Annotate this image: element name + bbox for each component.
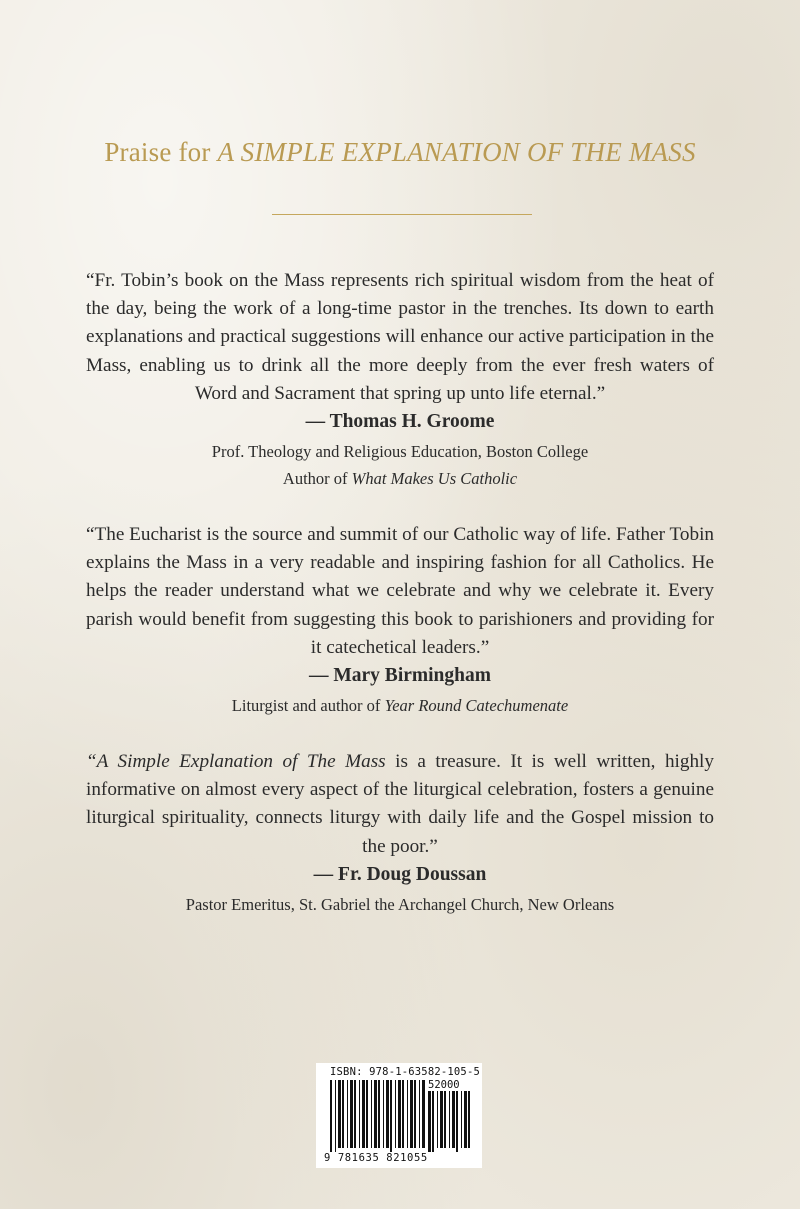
barcode-bar [468,1091,470,1148]
barcode-bar [449,1091,450,1148]
barcode-bar [374,1080,377,1148]
barcode-bar [410,1080,413,1148]
quote-groome [86,267,714,492]
quote-author: — Thomas H. Groome [305,411,495,433]
barcode-bar [432,1091,434,1152]
heading-divider [272,214,532,215]
barcode-bar [407,1080,408,1148]
barcode-bar [398,1080,401,1148]
price-code-label: 52000 [428,1079,460,1091]
praise-heading [0,137,800,168]
barcode-bar [440,1091,443,1148]
barcode-bar [444,1091,446,1148]
book-title: A SIMPLE EXPLANATION OF THE MASS [217,137,696,167]
quote-text: “Fr. Tobin’s book on the Mass represents rich spiritual wisdom from the heat of the day, being the work of a long-time pastor in the trenches. Its down to earth explanations and practical suggestions will enhance our active participation in the Mass, enabling us to drink all the more deeply from the ever fresh waters of Word and Sacrament that spring up unto life eternal.” [86,270,714,404]
quote-author: — Fr. Doug Doussan [313,863,487,885]
barcode-bar [419,1080,420,1148]
barcode-bar [383,1080,384,1148]
barcode-bar [350,1080,353,1148]
quoted-book-title: “A Simple Explanation of The Mass [86,751,386,772]
barcode-bar [335,1080,336,1152]
isbn-barcode [316,1063,482,1168]
barcode-bar [461,1091,462,1148]
isbn-label: ISBN: 978-1-63582-105-5 [330,1066,480,1078]
affiliation-prefix: Author of [282,469,352,489]
barcode-bar [428,1091,431,1152]
barcode-bar [414,1080,416,1148]
barcode-bar [366,1080,368,1148]
barcode-bar [347,1080,348,1148]
barcode-bar [386,1080,389,1148]
quote-doussan [86,748,714,918]
quote-body: is a treasure. It is well written, highly informative on almost every aspect of the liturgical celebration, fosters a genuine liturgical spirituality, connects liturgy with daily life and the Gospel mission to the poor.” [86,751,714,857]
barcode-bar [342,1080,344,1148]
barcode-bar [338,1080,341,1148]
barcode-bar [422,1080,425,1148]
quote-birmingham [86,521,714,719]
barcode-bar [395,1080,396,1148]
praise-heading-prefix: Praise for [104,137,218,167]
affiliation-book-title: Year Round Catechumenate [384,696,569,716]
barcode-bar [456,1091,458,1152]
price-addon-bars [428,1091,472,1152]
ean-digits: 9 781635 821055 [324,1152,428,1164]
quote-text [86,748,714,861]
barcode-bar [359,1080,360,1148]
affiliation-prefix: Liturgist and author of [231,696,385,716]
ean-barcode-bars [330,1080,426,1152]
affiliation-line [86,465,714,492]
quote-affiliation [86,438,714,492]
barcode-bar [378,1080,380,1148]
barcode-bar [390,1080,392,1152]
quote-affiliation: Pastor Emeritus, St. Gabriel the Archangel Church, New Orleans [185,894,615,914]
barcode-bar [464,1091,467,1148]
affiliation-line: Prof. Theology and Religious Education, Boston College [211,442,589,462]
barcode-bar [437,1091,438,1148]
barcode-bar [402,1080,404,1148]
barcode-bar [371,1080,372,1148]
barcode-bar [354,1080,356,1148]
affiliation-book-title: What Makes Us Catholic [351,469,518,489]
quote-affiliation [86,692,714,719]
barcode-bar [330,1080,332,1152]
quote-text: “The Eucharist is the source and summit of our Catholic way of life. Father Tobin explains the Mass in a very readable and inspiring fashion for all Catholics. He helps the reader understand what we celebrate and why we celebrate it. Every parish would benefit from suggesting this book to parishioners and providing for it catechetical leaders.” [86,524,714,658]
barcode-bar [452,1091,455,1148]
barcode-bar [362,1080,365,1148]
quote-author: — Mary Birmingham [309,665,491,687]
